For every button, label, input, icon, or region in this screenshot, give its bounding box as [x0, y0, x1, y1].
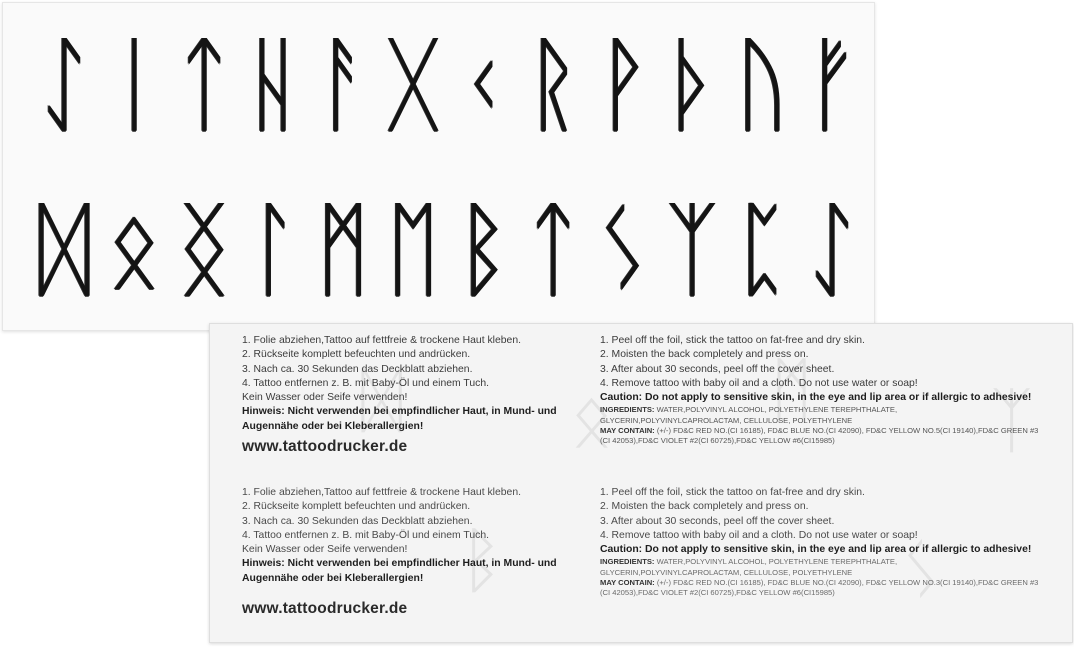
de-step-4: 4. Tattoo entfernen z. B. mit Baby-Öl und einem Tuch.	[242, 377, 490, 389]
rune-glyph: ᚨ	[316, 23, 370, 145]
rune-glyph: ᛏ	[526, 188, 580, 310]
rune-glyph: ᛊ	[595, 188, 650, 310]
rune-glyph: ᛁ	[107, 23, 161, 145]
rune-glyph: ᚢ	[735, 23, 789, 145]
rune-glyph: ᚱ	[526, 23, 580, 145]
rune-glyph: ᛗ	[316, 188, 370, 310]
ingredients-text	[600, 405, 1040, 425]
rune-glyph: ᚹ	[595, 23, 650, 145]
en-step-1: 1. Peel off the foil, stick the tattoo on fat-free and dry skin.	[600, 335, 865, 346]
de-step-2: 2. Rückseite komplett befeuchten und andrücken.	[242, 349, 471, 361]
rune-glyph: ᚠ	[805, 23, 859, 145]
ingredients-label: INGREDIENTS:	[600, 405, 655, 415]
rune-glyph: ᛇ	[805, 188, 859, 310]
tattoo-sheet-front	[2, 2, 875, 331]
en-step-1: 1. Peel off the foil, stick the tattoo on fat-free and dry skin.	[600, 487, 865, 498]
ghost-rune-decoration: ᛗ	[770, 348, 814, 432]
en-step-2: 2. Moisten the back completely and press on.	[600, 349, 809, 361]
de-step-1: 1. Folie abziehen,Tattoo auf fettfreie & trockene Haut kleben.	[242, 487, 521, 498]
rune-glyph: ᛚ	[246, 188, 300, 310]
de-warning: Hinweis: Nicht verwenden bei empfindlicher Haut, in Mund- und Augennähe oder bei Kleberallergien!	[242, 406, 557, 432]
website-url: www.tattoodrucker.de	[242, 438, 408, 456]
english-instructions	[600, 486, 1040, 598]
en-step-3: 3. After about 30 seconds, peel off the cover sheet.	[600, 363, 835, 375]
rune-glyph: ᚷ	[386, 23, 440, 145]
ghost-rune-decoration: ᛞ	[360, 358, 404, 442]
rune-glyph: ᛞ	[37, 188, 91, 310]
de-step-3: 3. Nach ca. 30 Sekunden das Deckblatt abziehen.	[242, 363, 473, 375]
ghost-rune-decoration: ᛊ	[900, 528, 944, 612]
rune-row-2	[33, 185, 863, 313]
en-caution: Caution: Do not apply to sensitive skin, in the eye and lip area or if allergic to adhesive!	[600, 392, 1032, 404]
may-contain-list: (+/-) FD&C RED NO.(CI 16185), FD&C BLUE NO.(CI 42090), FD&C YELLOW NO.3(CI 19140),FD&C GREEN #3 (CI 42053),FD&C VIOLET #2(CI 60725),FD&C YELLOW #6(CI15985)	[600, 577, 1039, 598]
website-url: www.tattoodrucker.de	[242, 600, 408, 618]
german-instructions	[242, 486, 592, 616]
may-contain-list: (+/-) FD&C RED NO.(CI 16185), FD&C BLUE NO.(CI 42090), FD&C YELLOW NO.5(CI 19140),FD&C GREEN #3 (CI 42053),FD&C VIOLET #2(CI 60725),FD&C YELLOW #6(CI15985)	[600, 425, 1039, 446]
ghost-rune-decoration: ᛒ	[460, 518, 504, 602]
de-step-2: 2. Rückseite komplett befeuchten und andrücken.	[242, 501, 471, 513]
en-step-4: 4. Remove tattoo with baby oil and a cloth. Do not use water or soap!	[600, 529, 918, 541]
ghost-rune-decoration: ᛉ	[990, 378, 1034, 462]
de-step-4: 4. Tattoo entfernen z. B. mit Baby-Öl und einem Tuch.	[242, 529, 490, 541]
rune-row-1	[33, 21, 863, 147]
ingredients-list: WATER,POLYVINYL ALCOHOL, POLYETHYLENE TEREPHTHALATE, GLYCERIN,POLYVINYLCAPROLACTAM, CELLULOSE, POLYETHYLENE	[600, 405, 898, 425]
instruction-sheet-back	[209, 323, 1073, 643]
may-contain-text	[600, 578, 1040, 598]
ingredients-list: WATER,POLYVINYL ALCOHOL, POLYETHYLENE TEREPHTHALATE, GLYCERIN,POLYVINYLCAPROLACTAM, CELLULOSE, POLYETHYLENE	[600, 557, 898, 577]
may-contain-text	[600, 426, 1040, 446]
rune-glyph: ᚺ	[246, 23, 300, 145]
en-caution: Caution: Do not apply to sensitive skin, in the eye and lip area or if allergic to adhesive!	[600, 544, 1032, 556]
rune-glyph: ᛟ	[107, 188, 161, 310]
may-contain-label: MAY CONTAIN:	[600, 577, 655, 587]
rune-glyph: ᛉ	[665, 188, 719, 310]
en-step-3: 3. After about 30 seconds, peel off the cover sheet.	[600, 515, 835, 527]
rune-glyph: ᛇ	[37, 23, 91, 145]
de-warning: Hinweis: Nicht verwenden bei empfindlicher Haut, in Mund- und Augennähe oder bei Kleberallergien!	[242, 558, 557, 584]
may-contain-label: MAY CONTAIN:	[600, 425, 655, 435]
rune-glyph: ᛒ	[456, 188, 510, 310]
english-instructions	[600, 334, 1040, 446]
rune-glyph: ᚲ	[456, 23, 510, 145]
rune-glyph: ᛏ	[177, 23, 231, 145]
rune-glyph: ᛈ	[735, 188, 789, 310]
ingredients-label: INGREDIENTS:	[600, 557, 655, 567]
en-step-2: 2. Moisten the back completely and press on.	[600, 501, 809, 513]
de-no-water-note: Kein Wasser oder Seife verwenden!	[242, 544, 408, 556]
german-instructions	[242, 334, 592, 454]
rune-glyph: ᛖ	[386, 188, 440, 310]
ingredients-text	[600, 557, 1040, 577]
ghost-rune-decoration: ᛟ	[570, 378, 614, 462]
de-step-1: 1. Folie abziehen,Tattoo auf fettfreie & trockene Haut kleben.	[242, 335, 521, 346]
instruction-block-1	[210, 334, 1072, 484]
rune-glyph: ᛝ	[177, 188, 231, 310]
en-step-4: 4. Remove tattoo with baby oil and a cloth. Do not use water or soap!	[600, 377, 918, 389]
rune-glyph: ᚦ	[665, 23, 719, 145]
de-no-water-note: Kein Wasser oder Seife verwenden!	[242, 392, 408, 404]
instruction-block-2	[210, 486, 1072, 636]
de-step-3: 3. Nach ca. 30 Sekunden das Deckblatt abziehen.	[242, 515, 473, 527]
